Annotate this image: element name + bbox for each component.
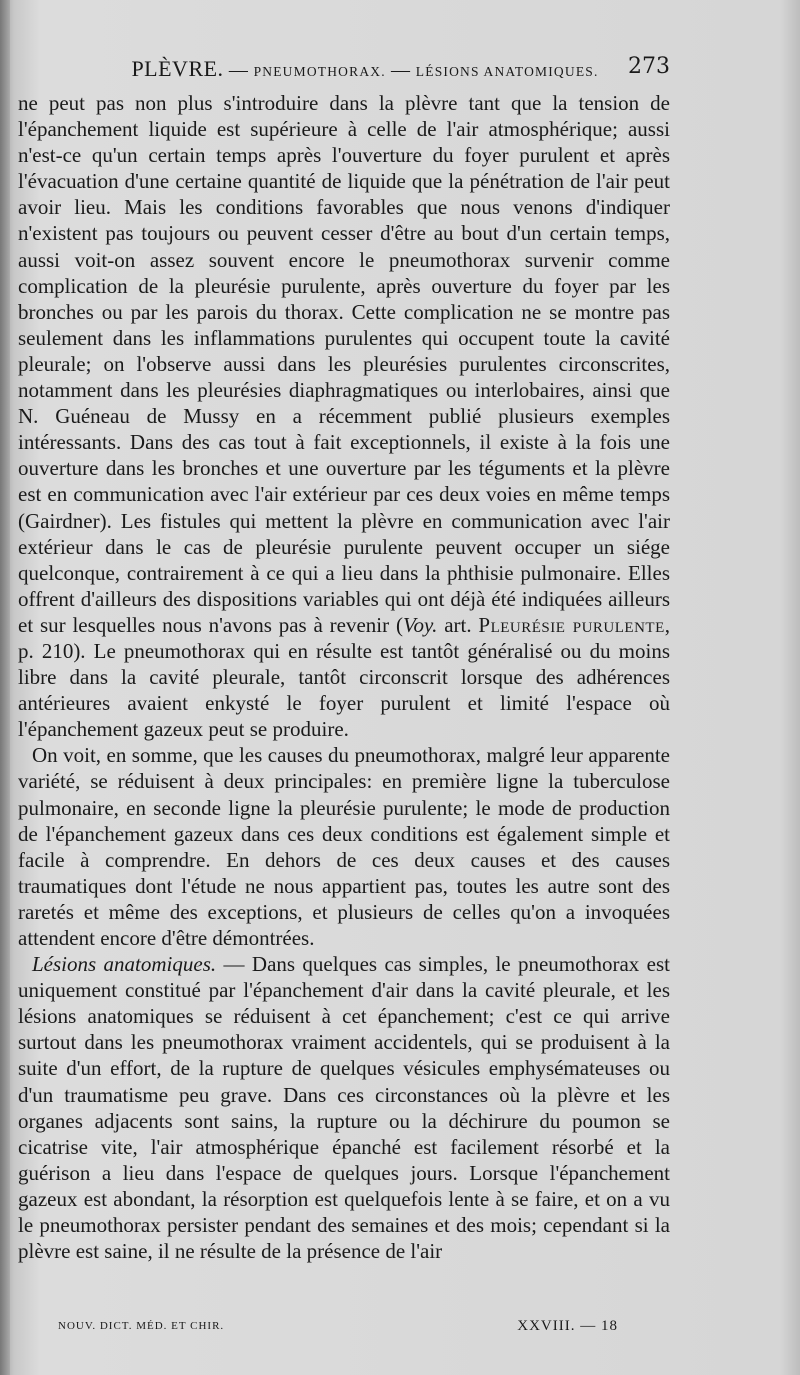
paragraph (18, 951, 670, 1264)
paragraph-text: , p. 210). Le pneumothorax qui en résulte est tantôt généralisé ou du moins libre dans la cavité pleurale, tantôt circonscrit lorsque des adhérences antérieures avaient enkysté le foyer purulent et limité l'espace où l'épanchement gazeux peut se produire. (18, 612, 670, 742)
paragraph-text: On voit, en somme, que les causes du pneumothorax, malgré leur apparente variété, se réduisent à deux principales: en première ligne la tuberculose pulmonaire, en seconde ligne la pleurésie purulente; le mode de production de l'épanchement gazeux dans ces deux conditions est également simple et facile à comprendre. En dehors de ces deux causes et des causes traumatiques dont l'étude ne nous appartient pas, toutes les autre sont des raretés et même des exceptions, et plusieurs de celles qu'on a invoquées attendent encore d'être démontrées. (18, 743, 670, 950)
header-section: LÉSIONS ANATOMIQUES. (415, 64, 599, 79)
page-number-wrap (628, 54, 670, 79)
footer-signature: NOUV. DICT. MÉD. ET CHIR. (58, 1320, 225, 1332)
page-footer (58, 1318, 618, 1338)
header-separator: — (223, 60, 254, 81)
cross-reference: Pleurésie purulente (478, 612, 665, 637)
header-separator: — (385, 60, 416, 81)
voy-abbrev: Voy. (402, 612, 438, 637)
body-text (18, 90, 670, 1264)
running-header (60, 56, 670, 90)
paragraph (18, 742, 670, 951)
header-title: PLÈVRE. (131, 56, 224, 81)
footer-volume: XXVIII. — 18 (517, 1318, 618, 1334)
paragraph-text: ne peut pas non plus s'introduire dans la plèvre tant que la tension de l'épanchement liquide est supérieure à celle de l'air atmosphérique; aussi n'est-ce qu'un certain temps après l'ouverture du foyer purulent et après l'évacuation d'une certaine quantité de liquide que la pénétration de l'air peut avoir lieu. Mais les conditions favorables que nous venons d'indiquer n'existent pas toujours ou peuvent cesser d'être au bout d'un certain temps, aussi voit-on assez souvent encore le pneumothorax survenir comme complication de la pleurésie purulente, après ouverture du foyer par les bronches ou par les parois du thorax. Cette complication ne se montre pas seulement dans les inflammations purulentes qui occupent toute la cavité pleurale; on l'observe aussi dans les pleurésies purulentes circonscrites, notamment dans les pleurésies diaphragmatiques ou interlobaires, ainsi que N. Guéneau de Mussy en a récemment publié plusieurs exemples intéressants. Dans des cas tout à fait exceptionnels, il existe à la fois une ouverture dans les bronches et une ouverture par les téguments et la plèvre est en communication avec l'air extérieur par ces deux voies en même temps (Gairdner). Les fistules qui mettent la plèvre en communication avec l'air extérieur dans le cas de pleurésie purulente peuvent occuper un siége quelconque, contrairement à ce qui a lieu dans la phthisie pulmonaire. Elles offrent d'ailleurs des dispositions variables qui ont déjà été indiquées ailleurs et sur lesquelles nous n'avons pas à revenir ( (18, 91, 670, 637)
page-number: 273 (628, 54, 670, 79)
book-gutter (0, 0, 10, 1375)
paragraph (18, 90, 670, 742)
section-heading: Lésions anatomiques. (32, 952, 217, 977)
paragraph-text: — Dans quelques cas simples, le pneumothorax est uniquement constitué par l'épanchement d'air dans la cavité pleurale, et les lésions anatomiques se réduisent à cet épanchement; c'est ce qui arrive surtout dans les pneumothorax vraiment accidentels, qui se produisent à la suite d'un effort, de la rupture de quelques vésicules emphysémateuses ou d'un traumatisme peu grave. Dans ces circonstances où la plèvre et les organes adjacents sont sains, la rupture ou la déchirure du poumon se cicatrise vite, l'air atmosphérique épanché est facilement résorbé et la guérison a lieu dans l'espace de quelques jours. Lorsque l'épanchement gazeux est abondant, la résorption est quelquefois lente à se faire, et on a vu le pneumothorax persister pendant des semaines et des mois; cependant si la plèvre est saine, il ne résulte de la présence de l'air (18, 952, 670, 1264)
paragraph-text: art. (437, 612, 479, 637)
header-subtitle: PNEUMOTHORAX. (253, 64, 386, 79)
